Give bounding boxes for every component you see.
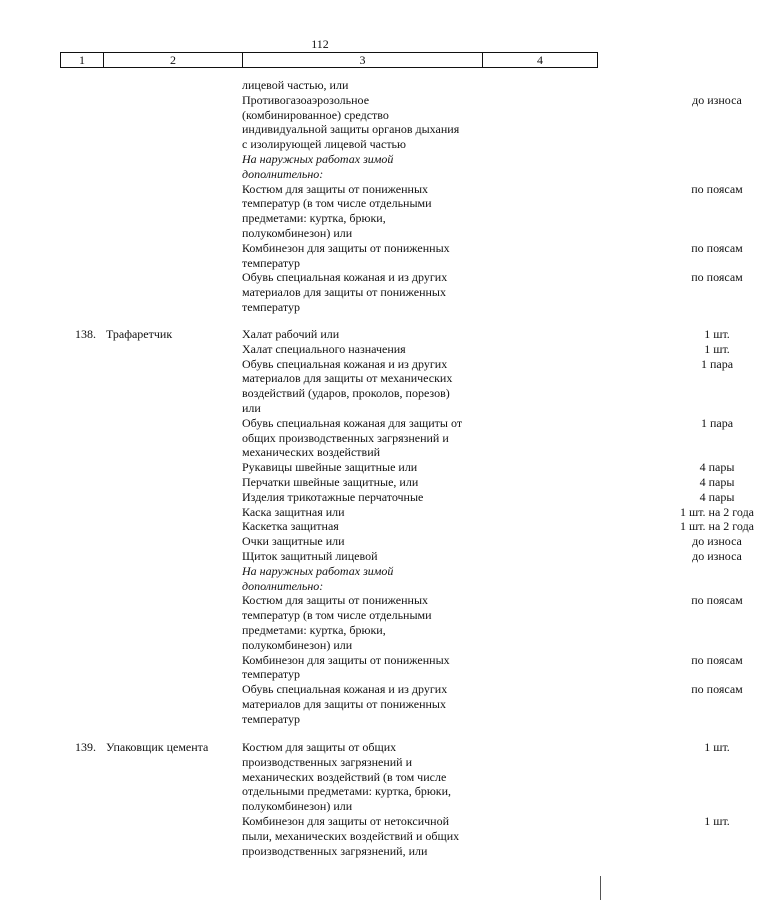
issue-norm: 1 шт. <box>704 327 730 341</box>
note-text <box>242 152 542 182</box>
issue-norm: до износа <box>692 548 742 563</box>
item-text-line: Рукавицы швейные защитные или <box>242 460 418 475</box>
header-col-3: 3 <box>243 53 483 67</box>
item-text-line: пыли, механических воздействий и общих <box>242 828 460 843</box>
ppe-item <box>242 593 743 652</box>
item-text-line: Костюм для защиты от пониженных <box>242 181 429 196</box>
items-list <box>242 327 755 727</box>
item-text-line: полукомбинезон) или <box>242 799 353 814</box>
header-col-1: 1 <box>61 53 104 67</box>
ppe-item <box>242 534 742 549</box>
issue-norm: до износа <box>692 92 742 107</box>
issue-norm: 4 пары <box>699 460 735 475</box>
ppe-item <box>242 519 755 534</box>
profession-name: Трафаретчик <box>106 327 173 341</box>
item-text-line: Комбинезон для защиты от нетоксичной <box>242 813 450 828</box>
page-number: 112 <box>311 37 329 51</box>
item-text-line: воздействий (ударов, проколов, порезов) <box>242 386 450 401</box>
item-text-line: механических воздействий <box>242 445 381 460</box>
item-text-line: температур <box>242 711 301 726</box>
issue-norm: 1 пара <box>700 415 734 430</box>
issue-norm: по поясам <box>691 181 743 196</box>
item-text-line: Очки защитные или <box>242 534 345 549</box>
item-text-line: механических воздействий (в том числе <box>242 769 447 784</box>
item-text-line: производственных загрязнений, или <box>242 843 428 858</box>
issue-norm: 1 шт. <box>704 341 730 356</box>
issue-norm: 4 пары <box>699 474 735 489</box>
ppe-item <box>242 78 542 93</box>
item-text-line: дополнительно: <box>242 166 324 181</box>
item-text-line: Щиток защитный лицевой <box>242 548 378 563</box>
ppe-item <box>242 356 734 416</box>
ppe-item <box>242 504 755 520</box>
profession-name: Упаковщик цемента <box>106 740 209 754</box>
item-text-line: Комбинезон для защиты от пониженных <box>242 240 450 255</box>
item-text-line: Костюм для защиты от общих <box>242 740 397 754</box>
item-text-line: Каска защитная или <box>242 504 345 519</box>
item-text-line: Противогазоаэрозольное <box>242 92 370 107</box>
ppe-item <box>242 813 730 858</box>
item-text-line: дополнительно: <box>242 578 324 593</box>
item-text-line: лицевой частью, или <box>242 78 349 92</box>
issue-norm: 4 пары <box>699 489 735 504</box>
item-text-line: материалов для защиты от механических <box>242 371 453 386</box>
ppe-item <box>242 682 743 726</box>
item-text-line: На наружных работах зимой <box>242 151 394 166</box>
issue-norm: 1 шт. <box>704 740 730 754</box>
item-text-line: предметами: куртка, брюки, <box>242 622 386 637</box>
header-col-4: 4 <box>537 53 543 67</box>
issue-norm: 1 шт. на 2 года <box>679 504 755 519</box>
items-list <box>242 740 730 858</box>
note-text <box>242 564 542 594</box>
item-text-line: Обувь специальная кожаная и из других <box>242 356 448 371</box>
ppe-item <box>242 270 743 314</box>
item-text-line: Халат рабочий или <box>242 327 340 341</box>
item-text-line: температур <box>242 299 301 314</box>
item-text-line: Обувь специальная кожаная и из других <box>242 682 448 697</box>
ppe-item <box>242 474 735 490</box>
scan-edge-mark <box>600 876 601 900</box>
row-number: 139. <box>75 740 96 754</box>
item-text-line: Халат специального назначения <box>242 341 406 356</box>
ppe-item <box>242 652 743 683</box>
issue-norm: 1 шт. на 2 года <box>679 519 755 534</box>
issue-norm: по поясам <box>691 652 743 667</box>
item-text-line: или <box>242 400 261 415</box>
item-text-line: Перчатки швейные защитные, или <box>242 474 419 489</box>
item-text-line: отдельными предметами: куртка, брюки, <box>242 784 452 799</box>
item-text-line: с изолирующей лицевой частью <box>242 137 406 152</box>
item-text-line: (комбинированное) средство <box>242 107 389 122</box>
item-text-line: На наружных работах зимой <box>242 563 394 578</box>
item-text-line: температур (в том числе отдельными <box>242 196 432 211</box>
table-header <box>60 52 598 68</box>
items-list <box>242 78 743 315</box>
item-text-line: Комбинезон для защиты от пониженных <box>242 652 450 667</box>
issue-norm: по поясам <box>691 240 743 255</box>
item-text-line: полукомбинезон) или <box>242 637 353 652</box>
row-number: 138. <box>75 327 96 341</box>
item-text-line: общих производственных загрязнений и <box>242 430 449 445</box>
ppe-item <box>242 548 742 564</box>
item-text-line: предметами: куртка, брюки, <box>242 211 386 226</box>
ppe-item <box>242 460 735 475</box>
issue-norm: до износа <box>692 534 742 549</box>
issue-norm: по поясам <box>691 682 743 697</box>
item-text-line: производственных загрязнений и <box>242 754 413 769</box>
ppe-item <box>242 740 730 814</box>
item-text-line: материалов для защиты от пониженных <box>242 696 446 711</box>
ppe-item <box>242 92 742 152</box>
item-text-line: температур <box>242 255 301 270</box>
issue-norm: по поясам <box>691 270 743 285</box>
item-text-line: Обувь специальная кожаная для защиты от <box>242 415 463 430</box>
ppe-item <box>242 415 734 460</box>
item-text-line: индивидуальной защиты органов дыхания <box>242 122 460 137</box>
item-text-line: температур <box>242 667 301 682</box>
item-text-line: полукомбинезон) или <box>242 225 353 240</box>
issue-norm: 1 шт. <box>704 813 730 828</box>
item-text-line: Обувь специальная кожаная и из других <box>242 270 448 285</box>
header-col-2: 2 <box>104 53 243 67</box>
item-text-line: Изделия трикотажные перчаточные <box>242 489 424 504</box>
item-text-line: материалов для защиты от пониженных <box>242 285 446 300</box>
ppe-item <box>242 240 743 271</box>
ppe-item <box>242 341 730 357</box>
item-text-line: Костюм для защиты от пониженных <box>242 593 429 608</box>
issue-norm: 1 пара <box>700 356 734 371</box>
ppe-item <box>242 327 730 342</box>
item-text-line: Каскетка защитная <box>242 519 339 534</box>
ppe-item <box>242 489 735 505</box>
item-text-line: температур (в том числе отдельными <box>242 608 432 623</box>
ppe-item <box>242 181 743 241</box>
issue-norm: по поясам <box>691 593 743 608</box>
